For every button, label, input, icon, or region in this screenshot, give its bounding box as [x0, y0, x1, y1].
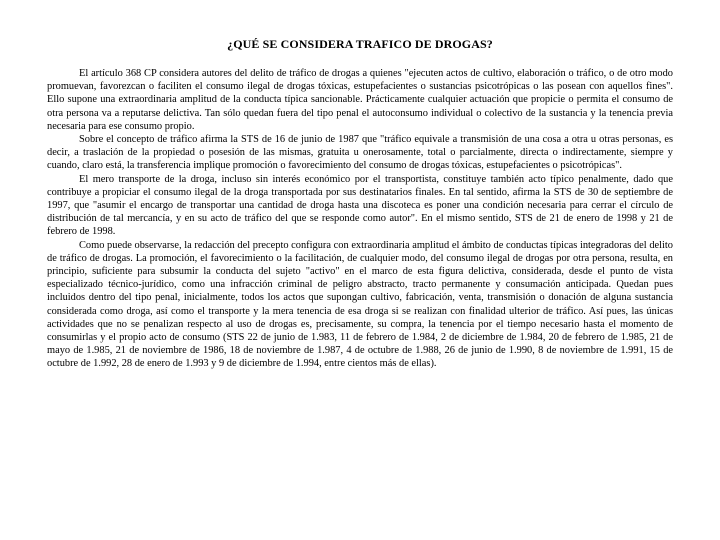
- document-title: ¿QUÉ SE CONSIDERA TRAFICO DE DROGAS?: [227, 37, 493, 51]
- paragraph-articulo-368: El artículo 368 CP considera autores del delito de tráfico de drogas a quienes "ejecuten actos de cultivo, elaboración o tráfico, o de otro modo promuevan, favorezcan o faciliten el consumo ilegal de drogas tóxicas, estupefacientes o sustancias psicotrópicas o las posean con aquellos fines". Ello supone una extraordinaria amplitud de la conducta típica sancionable. Prácticamente cualquier actuación que propicie o permita el consumo de otra persona va a reputarse delictiva. Tan sólo quedan fuera del tipo penal el autoconsumo individual o colectivo de la sustancia y la tenencia previa necesaria para ese consumo propio.: [47, 68, 673, 132]
- paragraph-redaccion-precepto: Como puede observarse, la redacción del precepto configura con extraordinaria amplitud el ámbito de conductas típicas integradoras del delito de tráfico de drogas. La promoción, el favorecimiento o la facilitación, de cualquier modo, del consumo ilegal de drogas por otra persona, resulta, en principio, suficiente para subsumir la conducta del sujeto "activo" en el marco de esta figura delictiva, considerada, desde el punto de vista especializado técnico-jurídico, como una infracción criminal de peligro abstracto, tracto permanente y consumación anticipada. Quedan pues incluidos dentro del tipo penal, inicialmente, todos los actos que supongan cultivo, fabricación, venta, transmisión o donación de alguna sustancia considerada como droga, así como el transporte y la mera tenencia de esa droga si se realizan con finalidad ulterior de tráfico. Así pues, las únicas actividades que no se penalizan respecto al uso de drogas es, precisamente, su compra, la tenencia por el tiempo necesario hasta el momento de consumirlas y el propio acto de consumo (STS 22 de junio de 1.983, 11 de febrero de 1.984, 2 de diciembre de 1.984, 20 de febrero de 1.985, 21 de mayo de 1.985, 21 de noviembre de 1986, 18 de noviembre de 1.987, 4 de octubre de 1.988, 26 de junio de 1.990, 8 de noviembre de 1.991, 15 de octubre de 1.992, 28 de enero de 1.993 y 9 de diciembre de 1.994, entre cientos más de ellas).: [47, 239, 673, 370]
- document-page: [47, 36, 673, 371]
- paragraph-concepto-trafico: Sobre el concepto de tráfico afirma la STS de 16 de junio de 1987 que "tráfico equivale a transmisión de una cosa a otra u otras personas, es decir, a traslación de la propiedad o posesión de las mismas, gratuita u onerosamente, total o parcialmente, directa o indirectamente, siempre y cuando, claro está, la transferencia implique promoción o favorecimiento del consumo de drogas tóxicas, estupefacientes o psicotrópicas".: [47, 134, 673, 172]
- paragraph-mero-transporte: El mero transporte de la droga, incluso sin interés económico por el transportista, constituye también acto típico penalmente, dado que contribuye a propiciar el consumo ilegal de la droga transportada por sus destinatarios finales. En tal sentido, afirma la STS de 30 de septiembre de 1997, que "asumir el encargo de transportar una cantidad de droga hasta una discoteca es poner una condición necesaria para cerrar el círculo de distribución de tal mercancía, y en su acto de tráfico del que se responde como autor". En el mismo sentido, STS de 21 de enero de 1998 y 21 de febrero de 1998.: [47, 173, 673, 238]
